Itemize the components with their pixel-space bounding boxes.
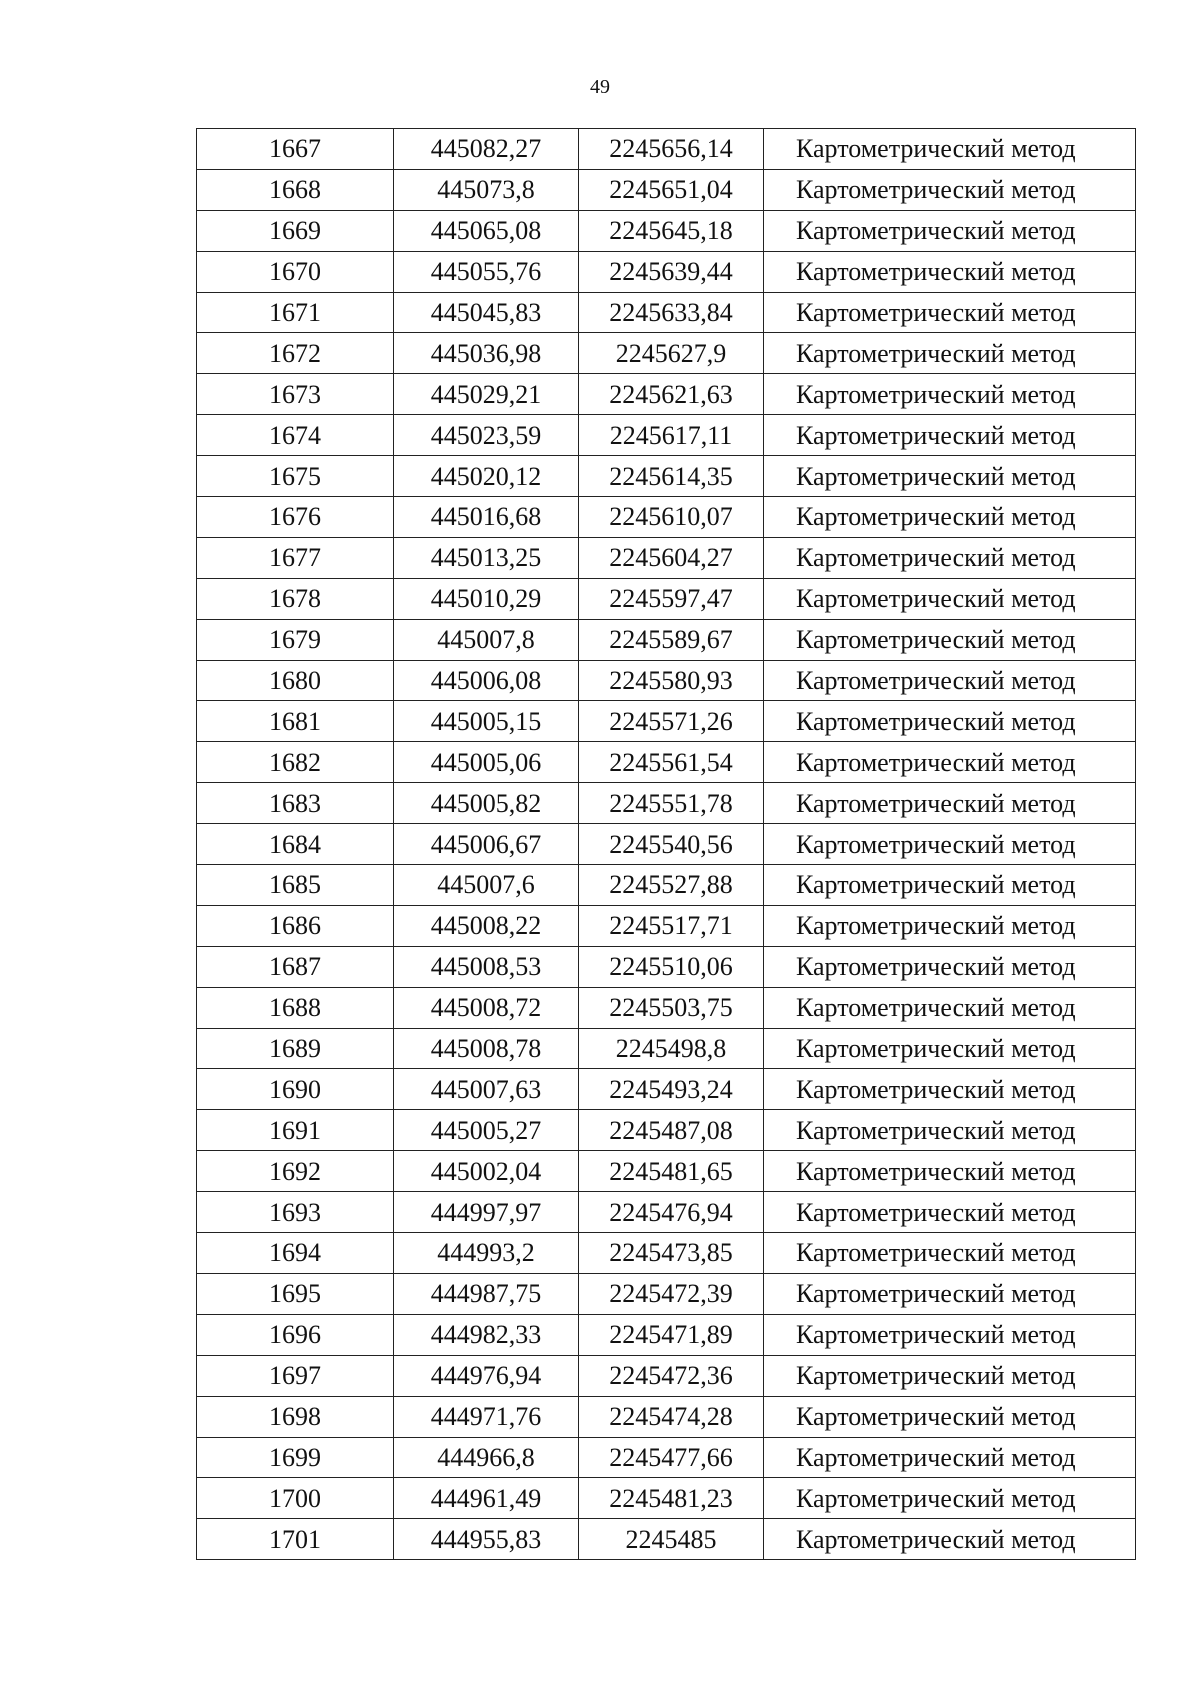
point-number-cell: 1675 xyxy=(197,456,394,497)
method-cell: Картометрический метод xyxy=(764,660,1136,701)
point-number-cell: 1695 xyxy=(197,1273,394,1314)
table-row xyxy=(197,1437,1136,1478)
y-coordinate-cell: 2245633,84 xyxy=(579,292,764,333)
x-coordinate-cell: 444987,75 xyxy=(394,1273,579,1314)
point-number-cell: 1680 xyxy=(197,660,394,701)
method-cell: Картометрический метод xyxy=(764,1069,1136,1110)
table-row xyxy=(197,905,1136,946)
table-row xyxy=(197,1233,1136,1274)
y-coordinate-cell: 2245540,56 xyxy=(579,824,764,865)
y-coordinate-cell: 2245481,23 xyxy=(579,1478,764,1519)
y-coordinate-cell: 2245597,47 xyxy=(579,578,764,619)
table-row xyxy=(197,1151,1136,1192)
point-number-cell: 1698 xyxy=(197,1396,394,1437)
x-coordinate-cell: 445045,83 xyxy=(394,292,579,333)
x-coordinate-cell: 444982,33 xyxy=(394,1314,579,1355)
y-coordinate-cell: 2245604,27 xyxy=(579,537,764,578)
table-row xyxy=(197,292,1136,333)
table-row xyxy=(197,1355,1136,1396)
method-cell: Картометрический метод xyxy=(764,1478,1136,1519)
x-coordinate-cell: 445008,22 xyxy=(394,905,579,946)
y-coordinate-cell: 2245517,71 xyxy=(579,905,764,946)
point-number-cell: 1699 xyxy=(197,1437,394,1478)
table-row xyxy=(197,1519,1136,1560)
table-row xyxy=(197,251,1136,292)
x-coordinate-cell: 444971,76 xyxy=(394,1396,579,1437)
x-coordinate-cell: 445006,08 xyxy=(394,660,579,701)
table-row xyxy=(197,210,1136,251)
y-coordinate-cell: 2245617,11 xyxy=(579,415,764,456)
table-row xyxy=(197,1192,1136,1233)
y-coordinate-cell: 2245571,26 xyxy=(579,701,764,742)
x-coordinate-cell: 445005,82 xyxy=(394,783,579,824)
point-number-cell: 1676 xyxy=(197,497,394,538)
point-number-cell: 1685 xyxy=(197,865,394,906)
y-coordinate-cell: 2245473,85 xyxy=(579,1233,764,1274)
method-cell: Картометрический метод xyxy=(764,865,1136,906)
y-coordinate-cell: 2245527,88 xyxy=(579,865,764,906)
table-row xyxy=(197,1110,1136,1151)
method-cell: Картометрический метод xyxy=(764,374,1136,415)
x-coordinate-cell: 445010,29 xyxy=(394,578,579,619)
x-coordinate-cell: 445023,59 xyxy=(394,415,579,456)
method-cell: Картометрический метод xyxy=(764,1519,1136,1560)
method-cell: Картометрический метод xyxy=(764,210,1136,251)
table-row xyxy=(197,1396,1136,1437)
point-number-cell: 1686 xyxy=(197,905,394,946)
table-row xyxy=(197,169,1136,210)
x-coordinate-cell: 445073,8 xyxy=(394,169,579,210)
y-coordinate-cell: 2245627,9 xyxy=(579,333,764,374)
table-row xyxy=(197,987,1136,1028)
table-row xyxy=(197,333,1136,374)
point-number-cell: 1669 xyxy=(197,210,394,251)
point-number-cell: 1694 xyxy=(197,1233,394,1274)
y-coordinate-cell: 2245477,66 xyxy=(579,1437,764,1478)
method-cell: Картометрический метод xyxy=(764,1110,1136,1151)
point-number-cell: 1667 xyxy=(197,129,394,170)
table-row xyxy=(197,456,1136,497)
y-coordinate-cell: 2245481,65 xyxy=(579,1151,764,1192)
method-cell: Картометрический метод xyxy=(764,1192,1136,1233)
method-cell: Картометрический метод xyxy=(764,1437,1136,1478)
point-number-cell: 1670 xyxy=(197,251,394,292)
y-coordinate-cell: 2245651,04 xyxy=(579,169,764,210)
point-number-cell: 1684 xyxy=(197,824,394,865)
x-coordinate-cell: 444966,8 xyxy=(394,1437,579,1478)
x-coordinate-cell: 444955,83 xyxy=(394,1519,579,1560)
method-cell: Картометрический метод xyxy=(764,537,1136,578)
method-cell: Картометрический метод xyxy=(764,1273,1136,1314)
method-cell: Картометрический метод xyxy=(764,783,1136,824)
table-row xyxy=(197,742,1136,783)
method-cell: Картометрический метод xyxy=(764,129,1136,170)
point-number-cell: 1674 xyxy=(197,415,394,456)
table-row xyxy=(197,783,1136,824)
y-coordinate-cell: 2245472,36 xyxy=(579,1355,764,1396)
point-number-cell: 1692 xyxy=(197,1151,394,1192)
point-number-cell: 1668 xyxy=(197,169,394,210)
method-cell: Картометрический метод xyxy=(764,946,1136,987)
y-coordinate-cell: 2245510,06 xyxy=(579,946,764,987)
table-row xyxy=(197,701,1136,742)
point-number-cell: 1673 xyxy=(197,374,394,415)
point-number-cell: 1688 xyxy=(197,987,394,1028)
y-coordinate-cell: 2245474,28 xyxy=(579,1396,764,1437)
x-coordinate-cell: 444961,49 xyxy=(394,1478,579,1519)
point-number-cell: 1687 xyxy=(197,946,394,987)
y-coordinate-cell: 2245472,39 xyxy=(579,1273,764,1314)
y-coordinate-cell: 2245485 xyxy=(579,1519,764,1560)
method-cell: Картометрический метод xyxy=(764,1233,1136,1274)
point-number-cell: 1700 xyxy=(197,1478,394,1519)
point-number-cell: 1696 xyxy=(197,1314,394,1355)
x-coordinate-cell: 445007,63 xyxy=(394,1069,579,1110)
page-number: 49 xyxy=(590,76,610,98)
method-cell: Картометрический метод xyxy=(764,619,1136,660)
point-number-cell: 1682 xyxy=(197,742,394,783)
x-coordinate-cell: 445008,72 xyxy=(394,987,579,1028)
x-coordinate-cell: 445005,27 xyxy=(394,1110,579,1151)
table-row xyxy=(197,1314,1136,1355)
x-coordinate-cell: 445008,53 xyxy=(394,946,579,987)
y-coordinate-cell: 2245589,67 xyxy=(579,619,764,660)
table-row xyxy=(197,129,1136,170)
method-cell: Картометрический метод xyxy=(764,169,1136,210)
table-row xyxy=(197,660,1136,701)
x-coordinate-cell: 445005,06 xyxy=(394,742,579,783)
y-coordinate-cell: 2245656,14 xyxy=(579,129,764,170)
x-coordinate-cell: 445016,68 xyxy=(394,497,579,538)
x-coordinate-cell: 445036,98 xyxy=(394,333,579,374)
table-row xyxy=(197,1028,1136,1069)
y-coordinate-cell: 2245503,75 xyxy=(579,987,764,1028)
point-number-cell: 1701 xyxy=(197,1519,394,1560)
method-cell: Картометрический метод xyxy=(764,415,1136,456)
y-coordinate-cell: 2245610,07 xyxy=(579,497,764,538)
x-coordinate-cell: 444997,97 xyxy=(394,1192,579,1233)
y-coordinate-cell: 2245645,18 xyxy=(579,210,764,251)
x-coordinate-cell: 445013,25 xyxy=(394,537,579,578)
y-coordinate-cell: 2245487,08 xyxy=(579,1110,764,1151)
x-coordinate-cell: 445020,12 xyxy=(394,456,579,497)
point-number-cell: 1683 xyxy=(197,783,394,824)
x-coordinate-cell: 445006,67 xyxy=(394,824,579,865)
table-row xyxy=(197,824,1136,865)
method-cell: Картометрический метод xyxy=(764,905,1136,946)
y-coordinate-cell: 2245476,94 xyxy=(579,1192,764,1233)
table-row xyxy=(197,1273,1136,1314)
point-number-cell: 1671 xyxy=(197,292,394,333)
y-coordinate-cell: 2245561,54 xyxy=(579,742,764,783)
table-row xyxy=(197,865,1136,906)
method-cell: Картометрический метод xyxy=(764,742,1136,783)
point-number-cell: 1690 xyxy=(197,1069,394,1110)
y-coordinate-cell: 2245551,78 xyxy=(579,783,764,824)
y-coordinate-cell: 2245580,93 xyxy=(579,660,764,701)
method-cell: Картометрический метод xyxy=(764,251,1136,292)
method-cell: Картометрический метод xyxy=(764,456,1136,497)
x-coordinate-cell: 444993,2 xyxy=(394,1233,579,1274)
method-cell: Картометрический метод xyxy=(764,1396,1136,1437)
method-cell: Картометрический метод xyxy=(764,987,1136,1028)
point-number-cell: 1679 xyxy=(197,619,394,660)
table-row xyxy=(197,1069,1136,1110)
coordinates-table xyxy=(196,128,1136,1560)
point-number-cell: 1697 xyxy=(197,1355,394,1396)
method-cell: Картометрический метод xyxy=(764,824,1136,865)
table-row xyxy=(197,537,1136,578)
point-number-cell: 1691 xyxy=(197,1110,394,1151)
x-coordinate-cell: 445002,04 xyxy=(394,1151,579,1192)
method-cell: Картометрический метод xyxy=(764,333,1136,374)
x-coordinate-cell: 445008,78 xyxy=(394,1028,579,1069)
method-cell: Картометрический метод xyxy=(764,497,1136,538)
method-cell: Картометрический метод xyxy=(764,292,1136,333)
method-cell: Картометрический метод xyxy=(764,701,1136,742)
x-coordinate-cell: 444976,94 xyxy=(394,1355,579,1396)
point-number-cell: 1677 xyxy=(197,537,394,578)
method-cell: Картометрический метод xyxy=(764,578,1136,619)
y-coordinate-cell: 2245498,8 xyxy=(579,1028,764,1069)
method-cell: Картометрический метод xyxy=(764,1355,1136,1396)
table-row xyxy=(197,374,1136,415)
y-coordinate-cell: 2245621,63 xyxy=(579,374,764,415)
x-coordinate-cell: 445055,76 xyxy=(394,251,579,292)
table-row xyxy=(197,619,1136,660)
method-cell: Картометрический метод xyxy=(764,1028,1136,1069)
table-row xyxy=(197,578,1136,619)
table-row xyxy=(197,1478,1136,1519)
x-coordinate-cell: 445007,8 xyxy=(394,619,579,660)
table-row xyxy=(197,946,1136,987)
method-cell: Картометрический метод xyxy=(764,1314,1136,1355)
table-row xyxy=(197,497,1136,538)
x-coordinate-cell: 445007,6 xyxy=(394,865,579,906)
x-coordinate-cell: 445005,15 xyxy=(394,701,579,742)
y-coordinate-cell: 2245493,24 xyxy=(579,1069,764,1110)
method-cell: Картометрический метод xyxy=(764,1151,1136,1192)
y-coordinate-cell: 2245614,35 xyxy=(579,456,764,497)
point-number-cell: 1689 xyxy=(197,1028,394,1069)
point-number-cell: 1693 xyxy=(197,1192,394,1233)
y-coordinate-cell: 2245639,44 xyxy=(579,251,764,292)
x-coordinate-cell: 445082,27 xyxy=(394,129,579,170)
table-row xyxy=(197,415,1136,456)
x-coordinate-cell: 445065,08 xyxy=(394,210,579,251)
y-coordinate-cell: 2245471,89 xyxy=(579,1314,764,1355)
coordinates-table-body xyxy=(197,129,1136,1560)
point-number-cell: 1678 xyxy=(197,578,394,619)
point-number-cell: 1681 xyxy=(197,701,394,742)
x-coordinate-cell: 445029,21 xyxy=(394,374,579,415)
point-number-cell: 1672 xyxy=(197,333,394,374)
